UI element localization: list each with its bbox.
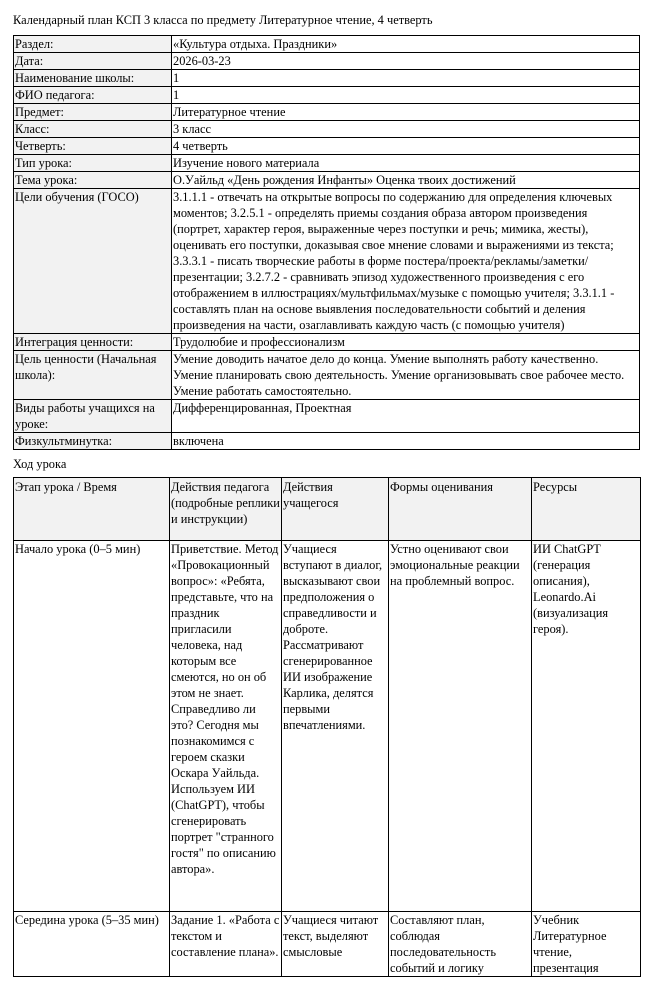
header-student-actions: Действия учащегося xyxy=(282,478,389,541)
meta-label: Цели обучения (ГОСО) xyxy=(14,189,172,334)
document-title: Календарный план КСП 3 класса по предмету Литературное чтение, 4 четверть xyxy=(13,13,433,27)
meta-value: О.Уайльд «День рождения Инфанты» Оценка твоих достижений xyxy=(172,172,640,189)
header-assessment: Формы оценивания xyxy=(389,478,532,541)
section-heading: Ход урока xyxy=(13,457,67,471)
meta-label: Предмет: xyxy=(14,104,172,121)
meta-value: 3 класс xyxy=(172,121,640,138)
meta-value: Изучение нового материала xyxy=(172,155,640,172)
lesson-plan-table xyxy=(13,477,641,977)
meta-label: Тип урока: xyxy=(14,155,172,172)
meta-row xyxy=(14,155,640,172)
meta-row xyxy=(14,189,640,334)
meta-row xyxy=(14,70,640,87)
teacher-actions-cell: Задание 1. «Работа с текстом и составление плана». xyxy=(170,912,282,977)
meta-row xyxy=(14,36,640,53)
meta-value: включена xyxy=(172,433,640,450)
meta-row xyxy=(14,351,640,400)
meta-row xyxy=(14,53,640,70)
meta-row xyxy=(14,433,640,450)
plan-row xyxy=(14,541,641,912)
meta-label: ФИО педагога: xyxy=(14,87,172,104)
assessment-cell: Составляют план, соблюдая последовательность событий и логику xyxy=(389,912,532,977)
meta-value: 3.1.1.1 - отвечать на открытые вопросы по содержанию для определения ключевых моментов; 3.2.5.1 - определять приемы создания образа автором произведения (портрет, характер героя, выраженные через поступки и речь; мимика, жесты), оценивать его поступки, доказывая свое мнение словами и выражениями из текста; 3.3.3.1 - писать творческие работы в форме постера/проекта/рекламы/заметки/презентации; 3.2.7.2 - сравнивать эпизод художественного произведения с его отображением в иллюстрациях/мультфильмах/музыке с помощью учителя; 3.3.1.1 - составлять план на основе выявления последовательности событий и деления произведения на части, озаглавливать каждую часть (с помощью учителя) xyxy=(172,189,640,334)
meta-row xyxy=(14,400,640,433)
meta-row xyxy=(14,87,640,104)
header-teacher-actions: Действия педагога (подробные реплики и инструкции) xyxy=(170,478,282,541)
meta-value: 1 xyxy=(172,87,640,104)
meta-value: Умение доводить начатое дело до конца. Умение выполнять работу качественно. Умение планировать свою деятельность. Умение организовывать свое рабочее место. Умение работать самостоятельно. xyxy=(172,351,640,400)
teacher-actions-cell: Приветствие. Метод «Провокационный вопрос»: «Ребята, представьте, что на праздник пригласили человека, над которым все смеются, но он об этом не знает. Справедливо ли это? Сегодня мы познакомимся с героем сказки Оскара Уайльда. Используем ИИ (ChatGPT), чтобы сгенерировать портрет "странного гостя" по описанию автора». xyxy=(170,541,282,912)
meta-row xyxy=(14,121,640,138)
header-stage: Этап урока / Время xyxy=(14,478,170,541)
meta-value: «Культура отдыха. Праздники» xyxy=(172,36,640,53)
meta-label: Класс: xyxy=(14,121,172,138)
stage-cell: Начало урока (0–5 мин) xyxy=(14,541,170,912)
meta-label: Четверть: xyxy=(14,138,172,155)
meta-label: Наименование школы: xyxy=(14,70,172,87)
meta-row xyxy=(14,138,640,155)
student-actions-cell: Учащиеся вступают в диалог, высказывают свои предположения о справедливости и доброте. Рассматривают сгенерированное ИИ изображение Карлика, делятся первыми впечатлениями. xyxy=(282,541,389,912)
assessment-cell: Устно оценивают свои эмоциональные реакции на проблемный вопрос. xyxy=(389,541,532,912)
header-resources: Ресурсы xyxy=(532,478,641,541)
meta-label: Физкультминутка: xyxy=(14,433,172,450)
meta-label: Интеграция ценности: xyxy=(14,334,172,351)
meta-value: 1 xyxy=(172,70,640,87)
meta-value: Дифференцированная, Проектная xyxy=(172,400,640,433)
meta-row xyxy=(14,334,640,351)
meta-label: Тема урока: xyxy=(14,172,172,189)
student-actions-cell: Учащиеся читают текст, выделяют смысловые xyxy=(282,912,389,977)
resources-cell: Учебник Литературное чтение, презентация xyxy=(532,912,641,977)
meta-label: Виды работы учащихся на уроке: xyxy=(14,400,172,433)
resources-cell: ИИ ChatGPT (генерация описания), Leonardo.Ai (визуализация героя). xyxy=(532,541,641,912)
meta-label: Раздел: xyxy=(14,36,172,53)
plan-header-row xyxy=(14,478,641,541)
stage-cell: Середина урока (5–35 мин) xyxy=(14,912,170,977)
meta-value: 2026-03-23 xyxy=(172,53,640,70)
meta-label: Дата: xyxy=(14,53,172,70)
meta-label: Цель ценности (Начальная школа): xyxy=(14,351,172,400)
meta-row xyxy=(14,104,640,121)
meta-value: 4 четверть xyxy=(172,138,640,155)
plan-row xyxy=(14,912,641,977)
meta-value: Трудолюбие и профессионализм xyxy=(172,334,640,351)
meta-value: Литературное чтение xyxy=(172,104,640,121)
lesson-meta-table xyxy=(13,35,640,450)
meta-row xyxy=(14,172,640,189)
